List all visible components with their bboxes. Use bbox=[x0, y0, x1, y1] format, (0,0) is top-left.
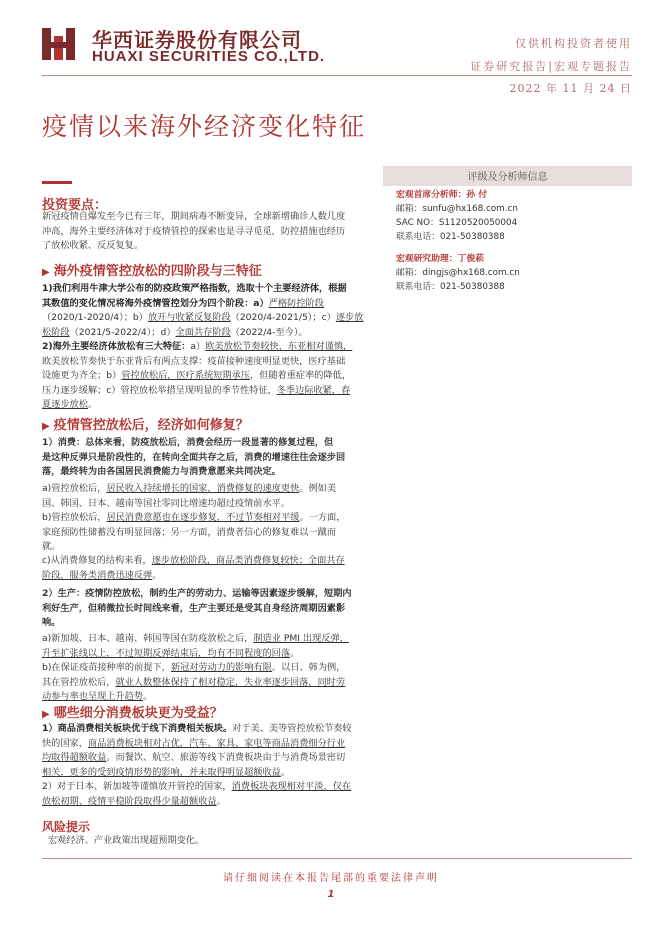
s2-production: 2）生产：疫情防控放松，制约生产的劳动力、运输等因素逐步缓解，短期内 利好生产，但稍微拉长时间线来看，生产主要还是受其自身经济周期因素影 响。 bbox=[42, 588, 352, 628]
chief-email[interactable]: 邮箱：sunfu@hx168.com.cn bbox=[396, 204, 518, 214]
risk-text: 宏观经济、产业政策出现超预期变化。 bbox=[48, 835, 205, 846]
audience-note: 仅供机构投资者使用 bbox=[515, 37, 632, 50]
s2-production-a: a)新加坡、日本、越南、韩国等国在防疫放松之后，制造业 PMI 出现反弹， 升至扩张线以上，不过短期反弹结束后，均有不同程度的回落。 bbox=[42, 633, 349, 659]
chief-sac: SAC NO：S1120520050004 bbox=[396, 218, 518, 228]
report-date: 2022 年 11 月 24 日 bbox=[509, 82, 632, 95]
footer-divider bbox=[42, 858, 632, 859]
s2-point-c: c)从消费修复的结构来看，逐步放松阶段，商品类消费修复较快；全面共存 阶段，服务类消费迅速反弹。 bbox=[42, 555, 345, 581]
section-heading: ▶ 海外疫情管控放松的四阶段与三特征 bbox=[42, 264, 262, 279]
assistant-phone: 联系电话：021-50380388 bbox=[396, 282, 505, 292]
legal-notice: 请仔细阅读在本报告尾部的重要法律声明 bbox=[223, 873, 439, 884]
page-number: 1 bbox=[327, 889, 335, 900]
chief-phone: 联系电话：021-50380388 bbox=[396, 232, 505, 242]
section-accent-bar bbox=[42, 181, 72, 184]
triangle-icon: ▶ bbox=[42, 421, 50, 432]
rating-box-title: 评级及分析师信息 bbox=[467, 172, 548, 183]
s3-paragraph-1: 1）商品消费相关板块优于线下消费相关板块。对于美、美等管控放松节奏较 快的国家，商品消费板块相对占优，汽车、家具、家电等商品消费细分行业 均取得超额收益。而餐饮、航空、旅游等线下消费板块由于与消费场景密切 相关，更多的受到疫情形势的影响，并未取得明显超额收益。 bbox=[42, 723, 352, 778]
s3-paragraph-2: 2）对于日本、新加坡等谨慎放开管控的国家，消费板块表现相对平淡，仅在 放松初期、疫情平稳阶段取得少量超额收益。 bbox=[42, 781, 352, 807]
assistant-email[interactable]: 邮箱：dingjs@hx168.com.cn bbox=[396, 268, 520, 278]
s2-consumption: 1）消费：总体来看，防疫放松后，消费会经历一段显著的修复过程，但 是这种反弹只是阶段性的，在转向全面共存之后，消费的增速往往会逐步回 落，最终转为由各国居民消费能力与消费意愿来共同决定。 bbox=[42, 437, 346, 477]
s2-production-b: b)在保证疫苗接种率的前提下，新冠对劳动力的影响有限。以日、韩为例， 其在管控放松后，就业人数整体保持了相对稳定，失业率逐步回落，同时劳 动参与率也呈现上升趋势。 bbox=[42, 662, 346, 702]
section-heading: ▶ 哪些细分消费板块更为受益？ bbox=[42, 706, 223, 721]
s1-paragraph-2: 2)海外主要经济体放松有三大特征：a）欧美放松节奏较快，东亚相对谨慎， 欧美放松节奏快于东亚背后有两点支撑：疫苗接种速度明显更快，医疗基础 设施更为齐全；b）管控放松后，医疗系统短期承压，但随着重症率的降低， 压力逐步缓解；c）管控放松举措呈现明显的季节性特征，冬季边际收紧，春 夏逐步放松。 bbox=[42, 341, 353, 410]
s1-paragraph-1: 1)我们利用牛津大学公布的防疫政策严格指数，选取十个主要经济体，根据 其数值的变化情况将海外疫情管控划分为四个阶段：a）严格防控阶段 （2020/1-2020/4）；b）放开与收紧反复阶段（2020/4-2021/5）；c）逐步放 松阶段（2021/5-2022/4）；d）全面共存阶段（2022/4-至今）。 bbox=[42, 283, 364, 338]
section-heading: ▶ 疫情管控放松后，经济如何修复？ bbox=[42, 418, 249, 433]
chief-analyst: 宏观首席分析师：孙 付 bbox=[396, 190, 488, 200]
risk-title: 风险提示 bbox=[42, 820, 91, 834]
page-title: 疫情以来海外经济变化特征 bbox=[42, 112, 367, 141]
company-name-cn: 华西证券股份有限公司 bbox=[92, 28, 302, 52]
triangle-icon: ▶ bbox=[42, 709, 50, 720]
header-divider bbox=[42, 75, 632, 76]
s2-point-a: a)管控放松后，居民收入持续增长的国家，消费修复的速度更快。例如美 国、韩国、日本、越南等国社零同比增速均超过疫情前水平。 bbox=[42, 483, 337, 509]
key-points-title: 投资要点： bbox=[42, 198, 108, 213]
company-name-en: HUAXI SECURITIES CO.,LTD. bbox=[92, 48, 326, 65]
s2-point-b: b)管控放松后，居民消费意愿也在逐步修复，不过节奏相对平缓。一方面， 家庭预防性储蓄没有明显回落；另一方面，消费者信心的修复难以一蹴而 就。 bbox=[42, 512, 346, 552]
assistant-analyst: 宏观研究助理：丁俊菘 bbox=[396, 254, 484, 264]
triangle-icon: ▶ bbox=[42, 267, 50, 278]
intro-paragraph: 新冠疫情自爆发至今已有三年，期间病毒不断变异，全球新增确诊人数几度 冲高，海外主要经济体对于疫情管控的探索也是寻寻觅觅，防控措施也经历 了放松收紧、反反复复。 bbox=[42, 211, 346, 251]
company-logo-icon bbox=[40, 24, 80, 64]
report-type: 证券研究报告|宏观专题报告 bbox=[470, 60, 632, 73]
